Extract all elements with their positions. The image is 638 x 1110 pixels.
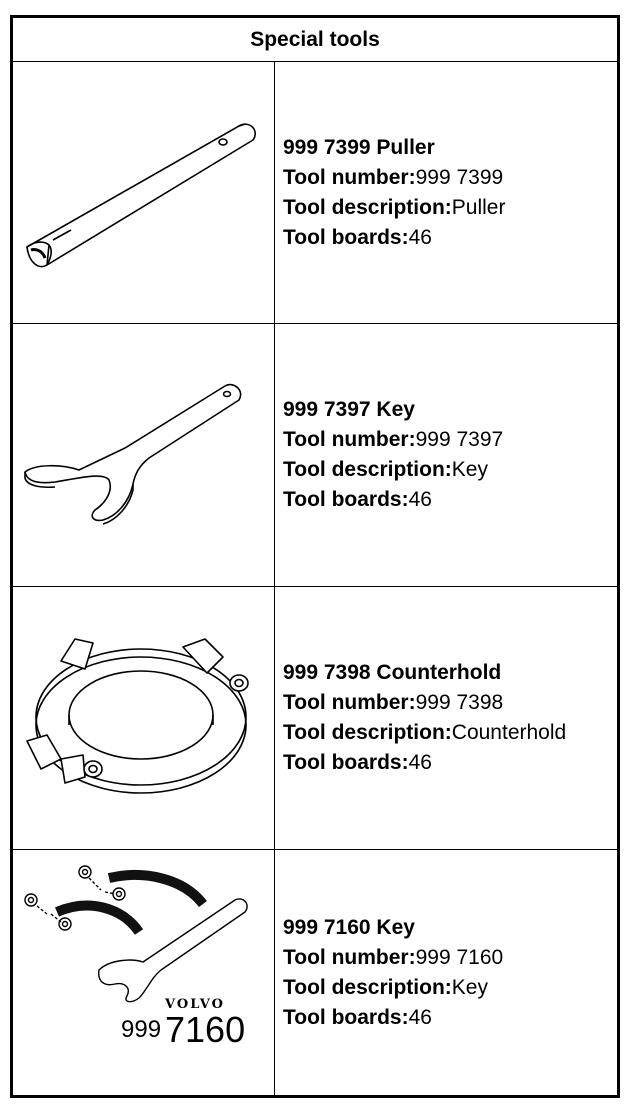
- puller-tool-drawing: [13, 62, 275, 324]
- table-title: Special tools: [250, 27, 380, 51]
- tool-boards-value: 46: [408, 1005, 432, 1029]
- tool-boards-label: Tool boards:: [283, 488, 409, 511]
- tool-number-label: Tool number:: [283, 945, 416, 969]
- tool-info-cell: [283, 324, 617, 586]
- tool-image-cell: [13, 850, 275, 1095]
- tool-boards-value: 46: [408, 225, 432, 249]
- tool-info-cell: [283, 850, 617, 1095]
- part-number-large: 7160: [165, 1009, 246, 1050]
- tool-image-cell: [13, 62, 275, 323]
- tool-description-value: Key: [451, 975, 488, 999]
- tool-boards-label: Tool boards:: [283, 751, 409, 774]
- volvo-brand-text: VOLVO: [165, 997, 225, 1012]
- spanner-key-drawing: [13, 324, 275, 587]
- tool-image-cell: [13, 324, 275, 586]
- counterhold-clamp-drawing: [13, 587, 275, 850]
- tool-info-cell: [283, 62, 617, 323]
- tool-description-value: Counterhold: [451, 721, 567, 744]
- special-tools-table: [10, 15, 620, 1098]
- tool-number-value: 999 7398: [415, 691, 504, 714]
- tool-number-label: Tool number:: [283, 691, 416, 714]
- table-row: [13, 850, 617, 1095]
- tool-heading: 999 7398 Counterhold: [283, 661, 502, 684]
- table-header: [13, 18, 617, 62]
- tool-description-value: Key: [451, 458, 488, 481]
- tool-heading: 999 7160 Key: [283, 915, 415, 939]
- tool-number-value: 999 7399: [415, 165, 504, 189]
- tool-description-label: Tool description:: [283, 721, 452, 744]
- tool-boards-label: Tool boards:: [283, 1005, 409, 1029]
- tool-image-cell: [13, 587, 275, 849]
- tool-description-value: Puller: [451, 195, 506, 219]
- tool-boards-label: Tool boards:: [283, 225, 409, 249]
- tool-description-label: Tool description:: [283, 195, 452, 219]
- table-row: [13, 62, 617, 324]
- tool-boards-value: 46: [408, 751, 432, 774]
- tool-boards-value: 46: [408, 488, 432, 511]
- part-number-small: 999: [121, 1016, 162, 1043]
- tool-description-label: Tool description:: [283, 975, 452, 999]
- table-row: [13, 587, 617, 850]
- key-set-drawing: [13, 850, 275, 1095]
- tool-info-cell: [283, 587, 617, 849]
- tool-number-label: Tool number:: [283, 165, 416, 189]
- tool-description-label: Tool description:: [283, 458, 452, 481]
- tool-heading: 999 7397 Key: [283, 398, 415, 421]
- tool-heading: 999 7399 Puller: [283, 135, 435, 159]
- tool-number-label: Tool number:: [283, 428, 416, 451]
- tool-number-value: 999 7160: [415, 945, 504, 969]
- tool-number-value: 999 7397: [415, 428, 504, 451]
- table-row: [13, 324, 617, 587]
